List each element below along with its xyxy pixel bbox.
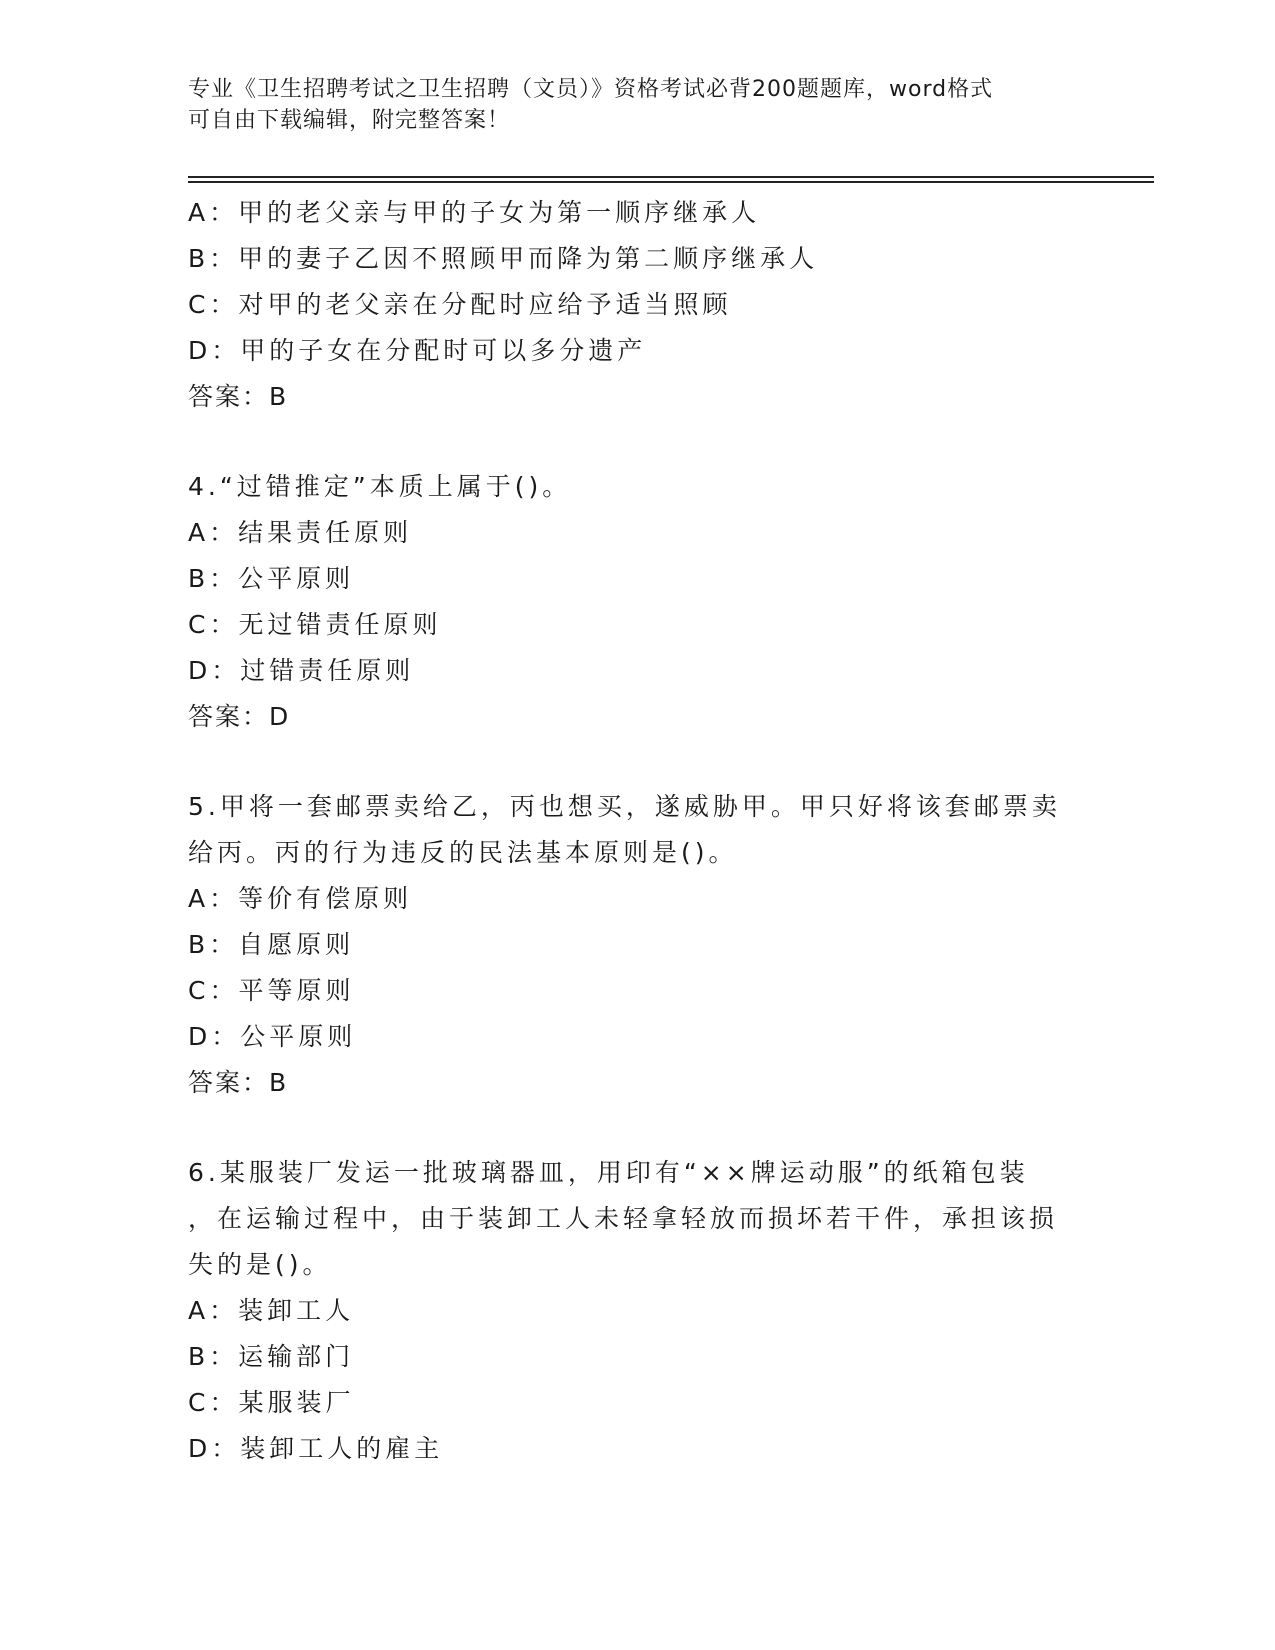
question-3 <box>188 190 1068 420</box>
answer: 答案：B <box>188 382 289 411</box>
header-line-1: 专业《卫生招聘考试之卫生招聘（文员）》资格考试必背200题题库，word格式 <box>188 77 994 102</box>
option-b: B：运输部门 <box>188 1342 355 1371</box>
option-c: C：平等原则 <box>188 976 355 1005</box>
option-d: D：甲的子女在分配时可以多分遗产 <box>188 336 647 365</box>
header-rule-top <box>188 176 1154 178</box>
option-a: A：甲的老父亲与甲的子女为第一顺序继承人 <box>188 198 761 227</box>
answer: 答案：D <box>188 702 291 731</box>
option-c: C：对甲的老父亲在分配时应给予适当照顾 <box>188 290 732 319</box>
option-d: D：过错责任原则 <box>188 656 415 685</box>
question-text: 4.“过错推定”本质上属于()。 <box>188 472 572 501</box>
question-text-line-2: ，在运输过程中，由于装卸工人未轻拿轻放而损坏若干件，承担该损 <box>188 1204 1059 1233</box>
option-c: C：无过错责任原则 <box>188 610 442 639</box>
question-4 <box>188 464 1068 740</box>
option-d: D：装卸工人的雇主 <box>188 1434 444 1463</box>
option-a: A：等价有偿原则 <box>188 884 413 913</box>
spacer <box>188 740 1068 784</box>
spacer <box>188 1106 1068 1150</box>
question-text-line-2: 给丙。丙的行为违反的民法基本原则是()。 <box>188 838 738 867</box>
option-b: B：自愿原则 <box>188 930 355 959</box>
option-a: A：结果责任原则 <box>188 518 413 547</box>
question-text-line-1: 5.甲将一套邮票卖给乙，丙也想买，遂威胁甲。甲只好将该套邮票卖 <box>188 792 1061 821</box>
question-5 <box>188 784 1068 1106</box>
answer: 答案：B <box>188 1068 289 1097</box>
option-c: C：某服装厂 <box>188 1388 355 1417</box>
header-line-2: 可自由下载编辑，附完整答案！ <box>188 108 511 133</box>
question-6 <box>188 1150 1068 1472</box>
option-a: A：装卸工人 <box>188 1296 355 1325</box>
question-text-line-1: 6.某服装厂发运一批玻璃器皿，用印有“××牌运动服”的纸箱包装 <box>188 1158 1029 1187</box>
spacer <box>188 420 1068 464</box>
option-b: B：公平原则 <box>188 564 355 593</box>
question-text-line-3: 失的是()。 <box>188 1250 332 1279</box>
option-d: D：公平原则 <box>188 1022 357 1051</box>
option-b: B：甲的妻子乙因不照顾甲而降为第二顺序继承人 <box>188 244 819 273</box>
question-list <box>188 190 1068 1472</box>
document-header <box>188 74 1068 136</box>
header-rule-bottom <box>188 181 1154 183</box>
